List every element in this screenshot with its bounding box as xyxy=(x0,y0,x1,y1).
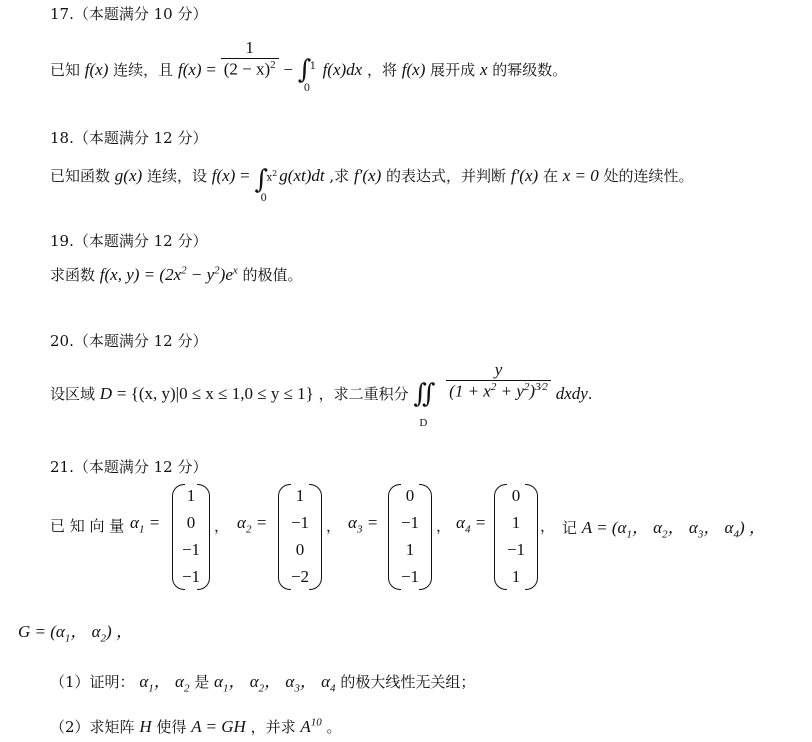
q20-heading: 20.（本题满分 12 分） xyxy=(50,332,208,350)
q17-statement: 已知 f(x) 连续，且 f(x) = $\frac{1}{(2 - x)^2}$ − ∫ 1 0 f(x)dx ，将 f(x) 展开成 x 的幂级数。 xyxy=(50,38,568,94)
q21-part2: （2）求矩阵 H 使得 A = GH ，并求 $A^{10}$ 。 xyxy=(50,716,342,736)
alpha2-label: $\alpha_2$ = xyxy=(237,513,268,536)
q17-heading: 17.（本题满分 10 分） xyxy=(50,5,208,23)
alpha3-label: $\alpha_3$ = xyxy=(348,513,379,536)
q21-part1: （1）证明： $\alpha_1$， $\alpha_2$ 是 $\alpha_1$， $\alpha_2$， $\alpha_3$， $\alpha_4$ 的极大线性无关组； xyxy=(50,672,476,695)
A-definition: 记 $A = (\alpha_1$， $\alpha_2$， $\alpha_3$， $\alpha_4$) ， xyxy=(562,518,766,541)
comma: ， xyxy=(326,517,342,535)
vector-alpha1: 1 0 −1 −1 xyxy=(172,484,210,592)
comma: ， xyxy=(540,517,556,535)
q18-statement: 已知函数 g(x) 连续，设 f(x) = ∫ $x^2$ 0 g(xt)dt ,求 f′(x) 的表达式，并判断 f′(x) 在 x = 0 处的连续性。 xyxy=(50,165,694,204)
G-definition: $G = (\alpha_1$， $\alpha_2$) ， xyxy=(18,622,133,645)
vector-alpha4: 0 1 −1 1 xyxy=(494,484,538,592)
q21-intro: 已 知 向 量 xyxy=(50,517,125,535)
vector-alpha3: 0 −1 1 −1 xyxy=(388,484,432,592)
alpha1-label: $\alpha_1$ = xyxy=(130,513,161,536)
comma: ， xyxy=(214,517,230,535)
vector-alpha2: 1 −1 0 −2 xyxy=(278,484,322,592)
q19-statement: 求函数 f(x, $y) = (2x^2 - y^2)e^x$ 的极值。 xyxy=(50,264,303,284)
q20-fraction: $\frac{y}{(1 + x^2 + y^2)^{3⁄2}}$ xyxy=(446,360,551,402)
comma: ， xyxy=(436,517,452,535)
q19-heading: 19.（本题满分 12 分） xyxy=(50,232,208,250)
q17-fraction: $\frac{1}{(2 - x)^2}$ xyxy=(221,38,279,80)
q20-statement: 设区域 D = {(x, y)|0 ≤ x ≤ 1,0 ≤ y ≤ 1} ，求二重积分 ∬ D $\frac{y}{(1 + x^2 + y^2)^{3⁄2}}$ dxdy. xyxy=(50,360,593,429)
alpha4-label: $\alpha_4$ = xyxy=(456,513,487,536)
q21-heading: 21.（本题满分 12 分） xyxy=(50,458,208,476)
q18-heading: 18.（本题满分 12 分） xyxy=(50,129,208,147)
